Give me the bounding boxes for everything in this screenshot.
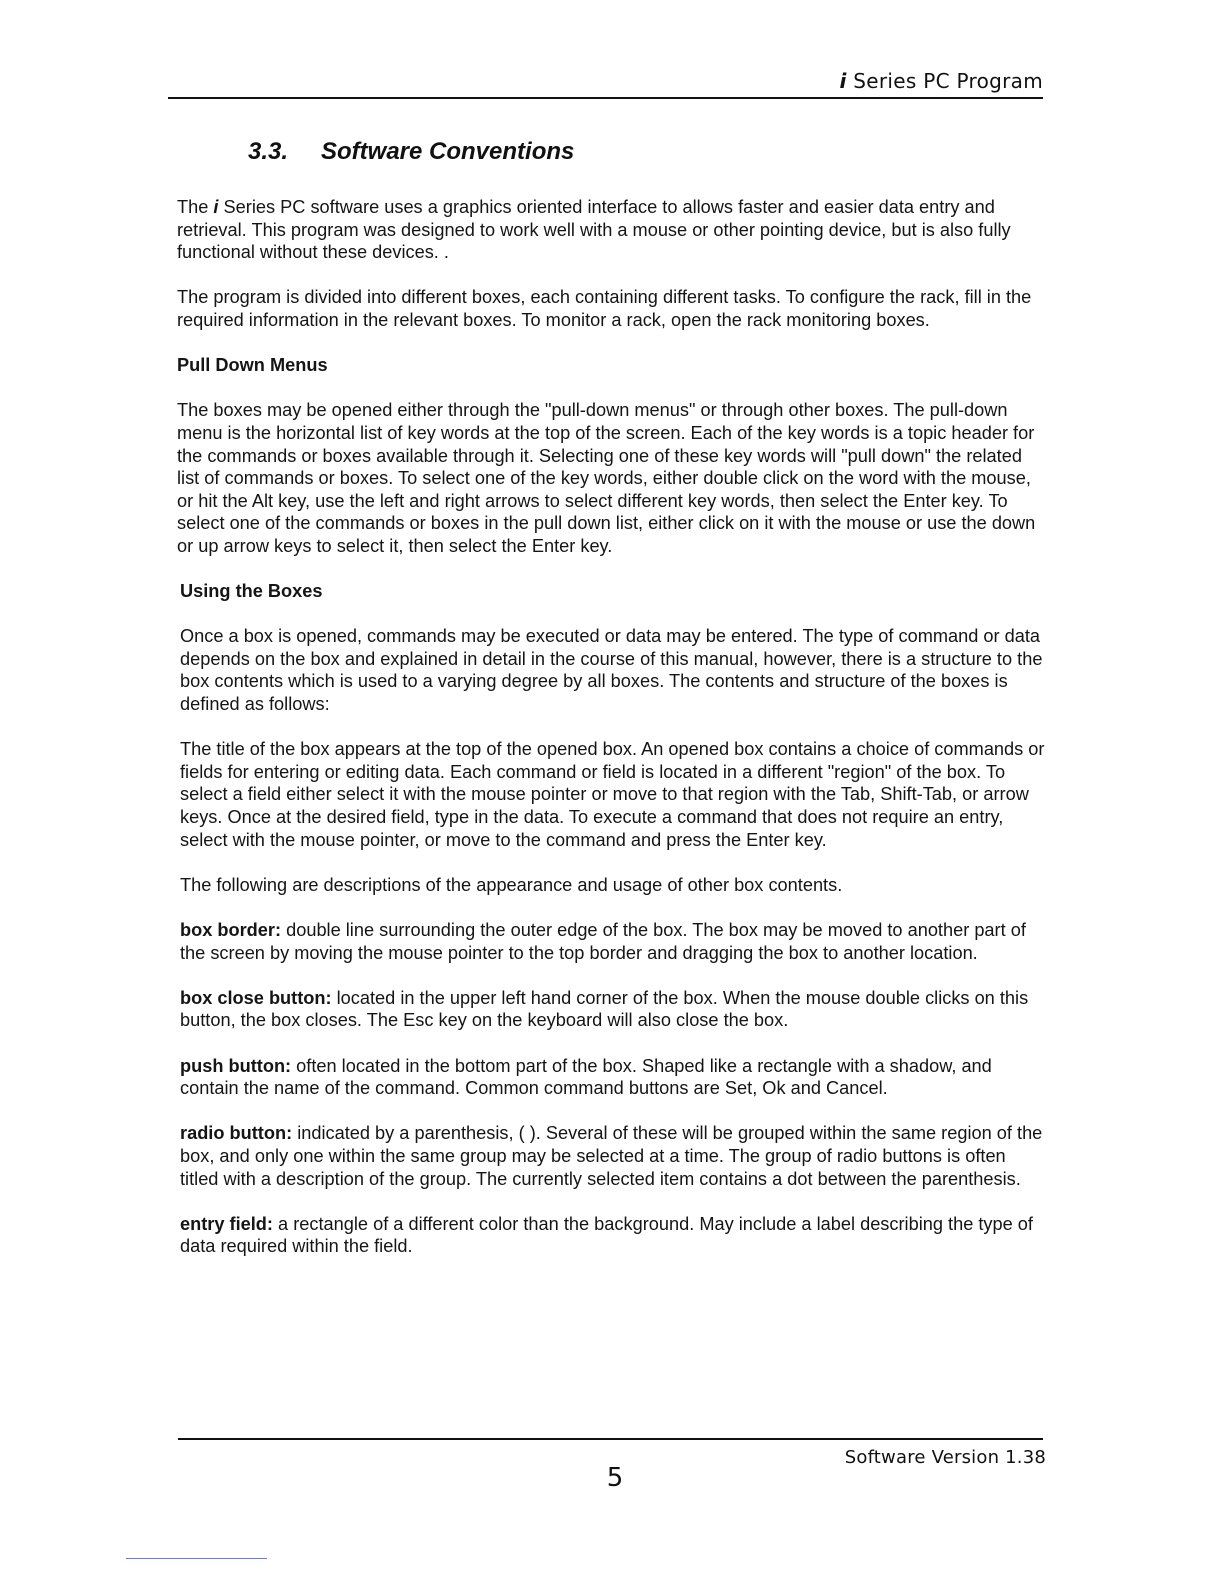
section-number: 3.3. xyxy=(248,138,289,165)
boxes-paragraph: The program is divided into different boxes, each containing different tasks. To configure the rack, fill in the required information in the relevant boxes. To monitor a rack, open the rack monitoring boxes. xyxy=(177,287,1032,330)
using-boxes-heading: Using the Boxes xyxy=(180,581,323,602)
footer-divider xyxy=(178,1438,1043,1440)
definition-text: often located in the bottom part of the box. Shaped like a rectangle with a shadow, and contain the name of the command. Common command buttons are Set, Ok and Cancel. xyxy=(180,1055,992,1099)
intro-text-start: The xyxy=(177,197,214,217)
definition-text: located in the upper left hand corner of the box. When the mouse double clicks on this button, the box closes. The Esc key on the keyboard will also close the box. xyxy=(180,987,1029,1031)
section-title: Software Conventions xyxy=(321,138,575,165)
box-title-paragraph: The title of the box appears at the top of the opened box. An opened box contains a choice of commands or fields for entering or editing data. Each command or field is located in a different "region" of the box. To select a field either select it with the mouse pointer or move to that region with the Tab, Shift-Tab, or arrow keys. Once at the desired field, type in the data. To execute a command that does not require an entry, select with the mouse pointer, or move to the command and press the Enter key. xyxy=(180,739,1045,850)
body-text xyxy=(177,196,1047,1281)
definition-box-border xyxy=(177,919,1047,964)
intro-italic-i: i xyxy=(213,197,219,217)
definition-text: double line surrounding the outer edge of the box. The box may be moved to another part of the screen by moving the mouse pointer to the top border and dragging the box to another location. xyxy=(180,920,1026,963)
definition-term: box close button: xyxy=(180,987,332,1008)
definition-box-close-button xyxy=(177,987,1047,1032)
definition-term: entry field: xyxy=(180,1213,273,1234)
definition-entry-field xyxy=(177,1213,1047,1258)
header-title: Series PC Program xyxy=(853,69,1043,93)
definition-text: a rectangle of a different color than the background. May include a label describing the type of data required within the field. xyxy=(180,1213,1033,1257)
definition-push-button xyxy=(177,1055,1047,1100)
using-boxes-paragraph: Once a box is opened, commands may be executed or data may be entered. The type of command or data depends on the box and explained in detail in the course of this manual, however, there is a structure to the box contents which is used to a varying degree by all boxes. The contents and structure of the boxes is defined as follows: xyxy=(180,626,1043,715)
definition-text: indicated by a parenthesis, ( ). Several of these will be grouped within the same region of the box, and only one within the same group may be selected at a time. The group of radio buttons is often titled with a description of the group. The currently selected item contains a dot between the parenthesis. xyxy=(180,1123,1043,1189)
section-heading xyxy=(248,137,574,167)
page-number: 5 xyxy=(606,1463,624,1493)
descriptions-intro-paragraph: The following are descriptions of the appearance and usage of other box contents. xyxy=(180,874,843,895)
pull-down-paragraph: The boxes may be opened either through the "pull-down menus" or through other boxes. The pull-down menu is the horizontal list of key words at the top of the screen. Each of the key words is a topic header for the commands or boxes available through it. Selecting one of these key words will "pull down" the related list of commands or boxes. To select one of the key words, either double click on the word with the mouse, or hit the Alt key, use the left and right arrows to select different key words, then select the Enter key. To select one of the commands or boxes in the pull down list, either click on it with the mouse or use the down or up arrow keys to select it, then select the Enter key. xyxy=(177,400,1036,556)
definition-term: box border: xyxy=(180,920,282,940)
definition-radio-button xyxy=(177,1122,1047,1190)
intro-text-rest: Series PC software uses a graphics oriented interface to allows faster and easier data entry and retrieval. This program was designed to work well with a mouse or other pointing device, but is also fully functional without these devices. . xyxy=(177,197,1011,263)
pull-down-menus-heading: Pull Down Menus xyxy=(177,355,328,376)
footer-software-version: Software Version 1.38 xyxy=(844,1447,1046,1468)
definition-term: push button: xyxy=(180,1055,292,1076)
definition-term: radio button: xyxy=(180,1123,293,1144)
header-series-prefix: i xyxy=(839,69,847,93)
scan-artifact-line xyxy=(126,1558,267,1559)
intro-paragraph xyxy=(177,196,1047,264)
header-divider xyxy=(168,97,1043,99)
running-header xyxy=(168,70,1043,92)
